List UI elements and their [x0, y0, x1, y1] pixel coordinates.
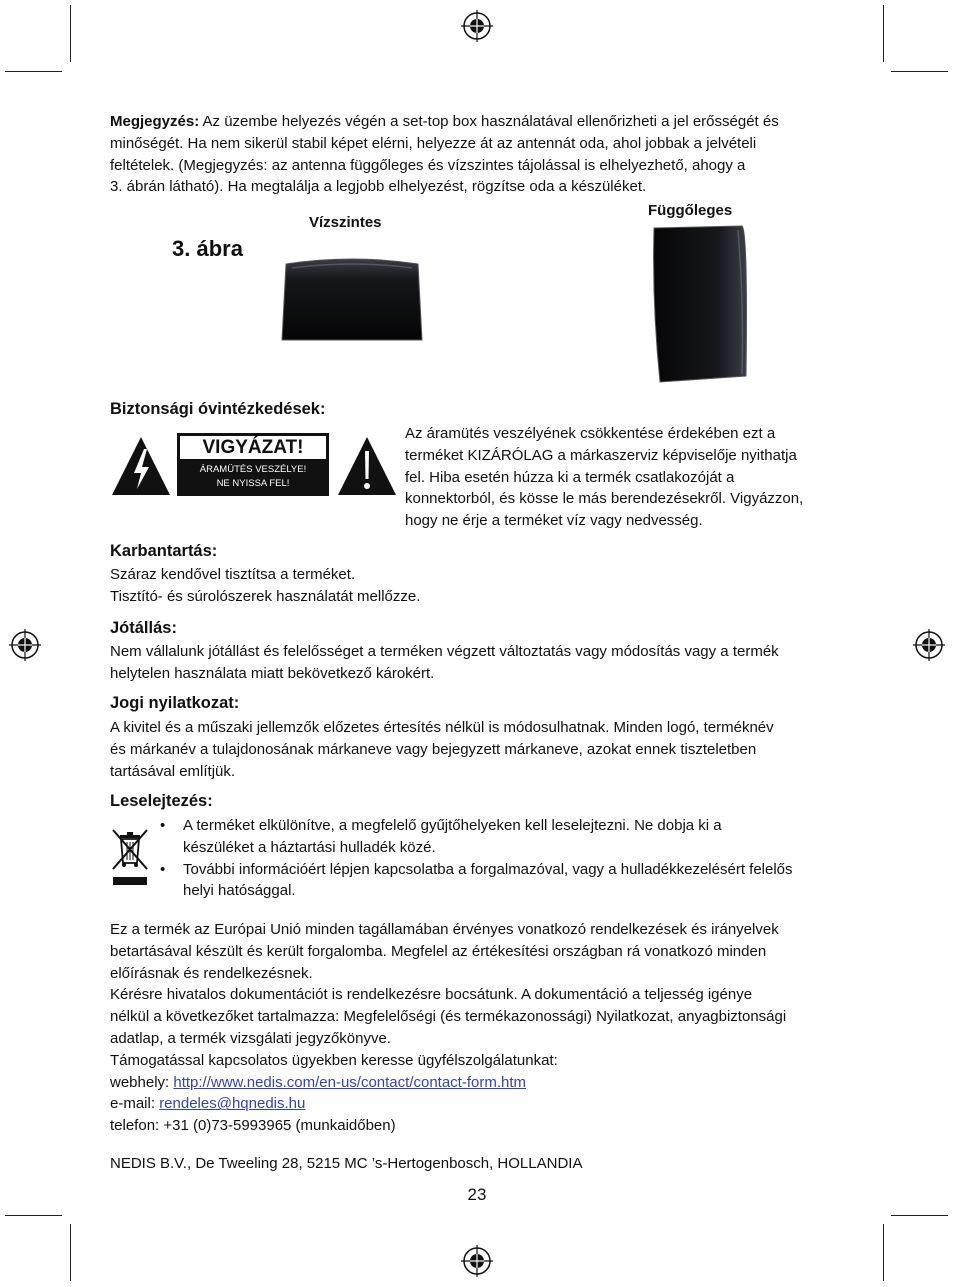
maintenance-line: Száraz kendővel tisztítsa a terméket. [110, 566, 356, 583]
email-label: e-mail: [110, 1095, 160, 1113]
safety-line: Az áramütés veszélyének csökkentése érdekében ezt a [405, 425, 776, 442]
compliance-line: Támogatással kapcsolatos ügyekben keresse ügyfélszolgálatunkat: [110, 1051, 558, 1069]
registration-mark-icon [461, 1245, 493, 1277]
note-line: 3. ábrán látható). Ha megtalálja a legjobb elhelyezést, rögzítse oda a készüléket. [110, 178, 647, 196]
note-line: Az üzembe helyezés végén a set-top box használatával ellenőrizheti a jel erősségét és [199, 113, 779, 130]
list-item [110, 859, 855, 903]
warning-title-box [180, 436, 326, 459]
website-label: webhely: [110, 1073, 174, 1091]
legal-heading: Jogi nyilatkozat: [110, 694, 240, 712]
legal-text [110, 717, 870, 782]
legal-line: és márkanév a tulajdonosának márkaneve vagy bejegyzett márkaneve, azokat ennek tiszteletben [110, 740, 757, 758]
safety-line: konnektorból, és kösse le más berendezésekről. Vigyázzon, [405, 490, 804, 508]
warranty-line: helytelen használata miatt bekövetkező károkért. [110, 664, 435, 682]
disposal-item-line: helyi hatósággal. [183, 882, 296, 900]
disposal-list [110, 815, 855, 902]
figure-label: 3. ábra [172, 236, 243, 261]
company-address: NEDIS B.V., De Tweeling 28, 5215 MC ’s-Hertogenbosch, HOLLANDIA [110, 1155, 583, 1172]
warning-title: VIGYÁZAT! [202, 437, 304, 458]
legal-line: A kivitel és a műszaki jellemzők előzetes értesítés nélkül is módosulhatnak. Minden logó, terméknév [110, 719, 774, 736]
compliance-line: nélkül a következőket tartalmazza: Megfelelőségi (és termékazonossági) Nyilatkozat, anyagbiztonsági [110, 1008, 787, 1026]
electric-shock-warning-icon [110, 435, 172, 497]
note-paragraph [110, 111, 870, 198]
warning-label-box [177, 433, 329, 496]
bullet: • [160, 817, 166, 834]
email-line [110, 1093, 870, 1115]
compliance-line: előírásnak és rendelkezésnek. [110, 964, 313, 982]
note-line: minőségét. Ha nem sikerül stabil képet elérni, helyezze át az antennát oda, ahol jobbak a jelvételi [110, 134, 757, 152]
crop-mark [70, 1224, 71, 1281]
warranty-line: Nem vállalunk jótállást és felelősséget a terméken végzett változtatás vagy módosítás vagy a termék [110, 643, 779, 660]
registration-mark-icon [461, 10, 493, 42]
email-link[interactable]: rendeles@hqnedis.hu [159, 1095, 306, 1113]
compliance-text [110, 919, 870, 1137]
legal-line: tartásával említjük. [110, 762, 236, 780]
compliance-line: betartásával készült és került forgalomba. Megfelel az értékesítési országban rá vonatkozó minden [110, 942, 767, 960]
warranty-heading: Jótállás: [110, 619, 177, 637]
horizontal-caption: Vízszintes [309, 214, 382, 231]
list-item [110, 815, 855, 859]
exclamation-warning-icon [336, 435, 398, 497]
disposal-item-line: készüléket a háztartási hulladék közé. [183, 838, 436, 856]
bullet: • [160, 860, 166, 878]
website-link[interactable]: http://www.nedis.com/en-us/contact/contact-form.htm [173, 1073, 527, 1091]
registration-mark-icon [9, 629, 41, 661]
crop-mark [891, 1215, 948, 1216]
crop-mark [70, 5, 71, 62]
registration-mark-icon [913, 629, 945, 661]
disposal-heading: Leselejtezés: [110, 792, 213, 810]
warning-line: ÁRAMÜTÉS VESZÉLYE! [199, 464, 307, 475]
page-number: 23 [467, 1185, 487, 1204]
maintenance-heading: Karbantartás: [110, 542, 218, 560]
warranty-text [110, 641, 870, 685]
compliance-line: adatlap, a termék vizsgálati jegyzőkönyve. [110, 1029, 391, 1047]
disposal-item-line: A terméket elkülönítve, a megfelelő gyűjtőhelyeken kell leselejtezni. Ne dobja ki a [183, 817, 722, 834]
safety-line: fel. Hiba esetén húzza ki a termék csatlakozóját a [405, 468, 735, 486]
disposal-item-line: További információért lépjen kapcsolatba a forgalmazóval, vagy a hulladékkezelésért felelős [183, 860, 793, 878]
safety-line: hogy ne érje a terméket víz vagy nedvesség. [405, 512, 703, 530]
crop-mark [891, 71, 948, 72]
compliance-line: Kérésre hivatalos dokumentációt is rendelkezésre bocsátunk. A dokumentáció a teljesség igénye [110, 986, 753, 1004]
phone-line: telefon: +31 (0)73-5993965 (munkaidőben) [110, 1117, 396, 1135]
safety-line: terméket KIZÁRÓLAG a márkaszerviz képviselője nyithatja [405, 446, 797, 464]
safety-text [405, 423, 855, 532]
maintenance-line: Tisztító- és súrolószerek használatát mellőzze. [110, 587, 421, 605]
crop-mark [883, 5, 884, 62]
crop-mark [883, 1224, 884, 1281]
crop-mark [5, 1215, 62, 1216]
safety-heading: Biztonsági óvintézkedések: [110, 400, 326, 418]
antenna-horizontal-image [280, 256, 424, 344]
warning-line: NE NYISSA FEL! [216, 478, 290, 489]
website-line [110, 1072, 870, 1094]
compliance-line: Ez a termék az Európai Unió minden tagállamában érvényes vonatkozó rendelkezések és irányelvek [110, 921, 779, 938]
maintenance-text [110, 564, 870, 608]
crop-mark [5, 71, 62, 72]
antenna-vertical-image [650, 224, 748, 384]
note-line: feltételek. (Megjegyzés: az antenna függőleges és vízszintes tájolással is elhelyezhető, ahogy a [110, 156, 746, 174]
vertical-caption: Függőleges [648, 202, 733, 219]
note-label: Megjegyzés: [110, 113, 200, 130]
